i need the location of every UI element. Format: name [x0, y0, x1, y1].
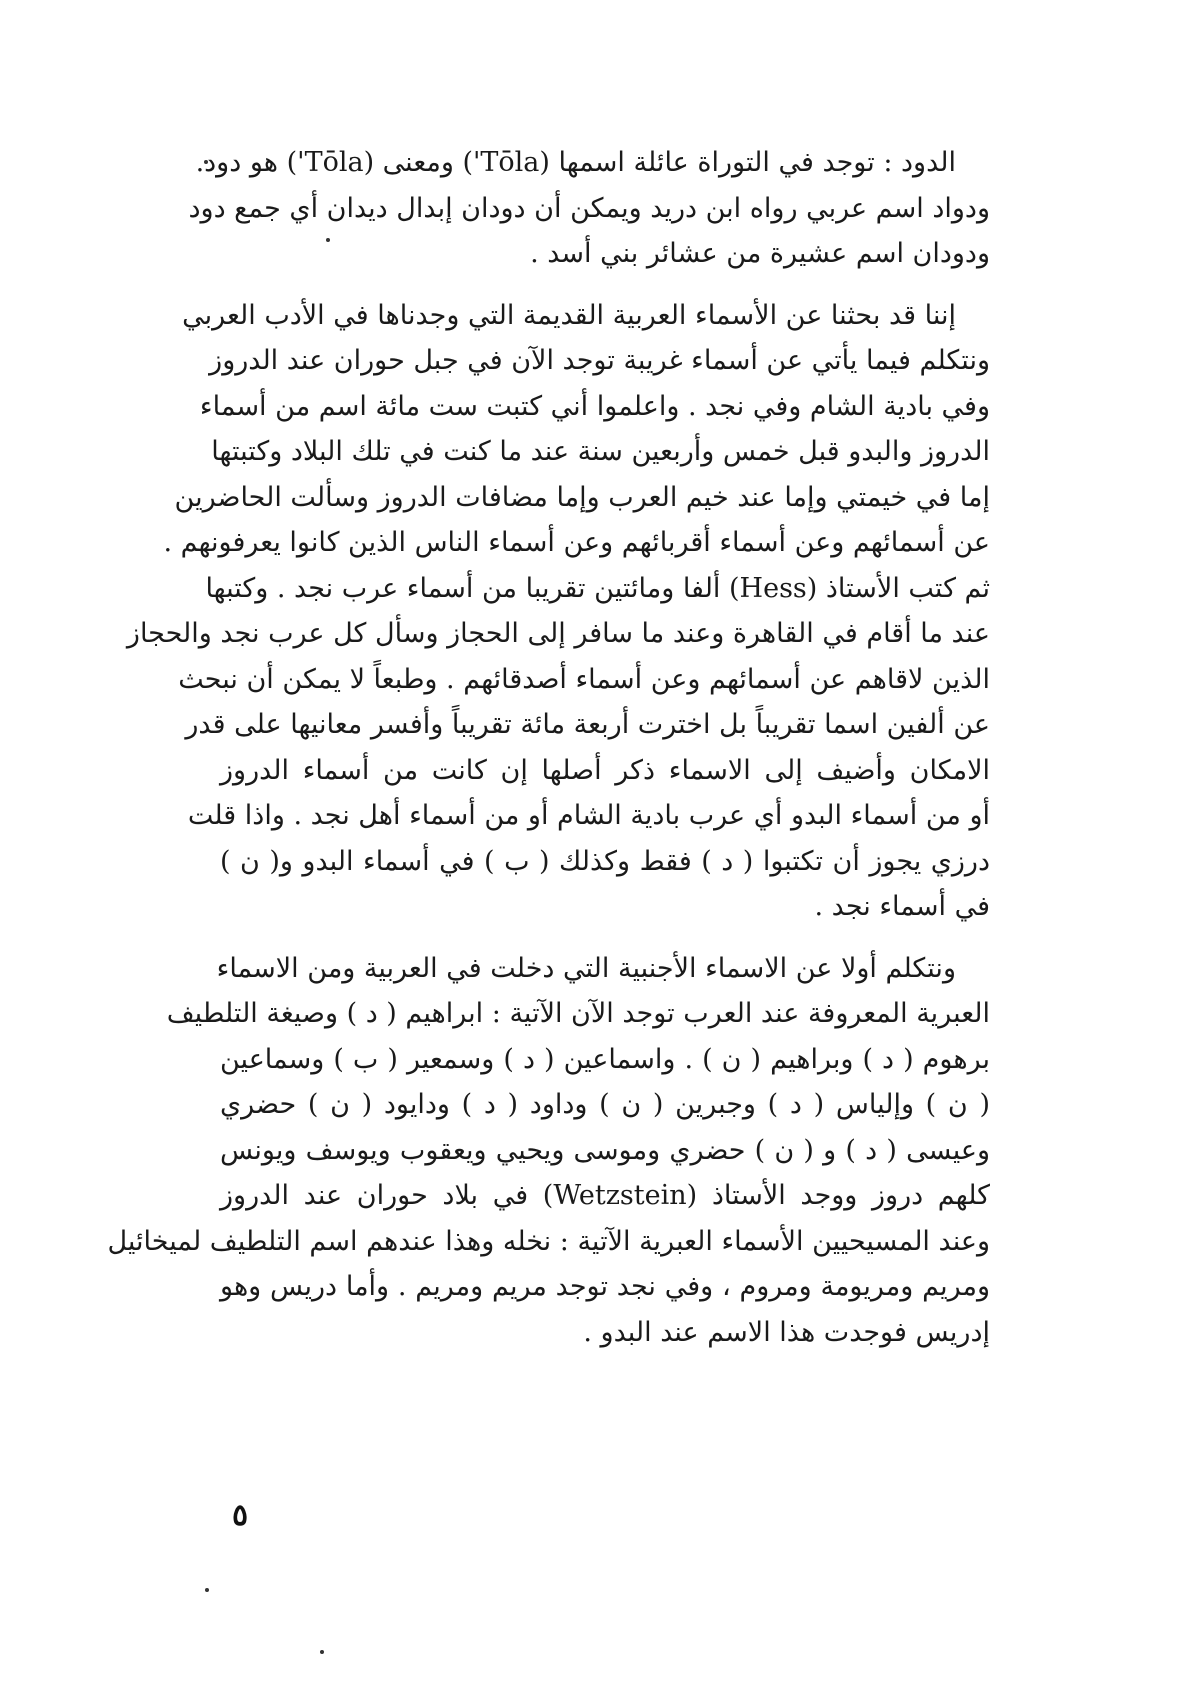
text-line: ثم كتب الأستاذ (Hess) ألفا ومائتين تقريبا من أسماء عرب نجد . وكتبها	[205, 572, 990, 604]
text-line: ومريم ومريومة ومروم ، وفي نجد توجد مريم ومريم . وأما دريس وهو	[220, 1271, 990, 1302]
text-line: في أسماء نجد .	[814, 891, 990, 922]
page-number: ٥	[232, 1498, 249, 1533]
text-line: إما في خيمتي وإما عند خيم العرب وإما مضافات الدروز وسألت الحاضرين	[174, 481, 990, 513]
text-line: درزي يجوز أن تكتبوا ( د ) فقط وكذلك ( ب ) في أسماء البدو و( ن )	[220, 845, 990, 877]
text-line: وفي بادية الشام وفي نجد . واعلموا أني كتبت ست مائة اسم من أسماء	[199, 390, 990, 422]
body-text	[107, 140, 990, 1355]
text-line: أو من أسماء البدو أي عرب بادية الشام أو من أسماء أهل نجد . واذا قلت	[187, 800, 990, 831]
text-line: الدروز والبدو قبل خمس وأربعين سنة عند ما كنت في تلك البلاد وكتبتها	[211, 436, 990, 467]
text-line: عند ما أقام في القاهرة وعند ما سافر إلى الحجاز وسأل كل عرب نجد والحجاز	[126, 618, 990, 649]
text-line: ونتكلم فيما يأتي عن أسماء غريبة توجد الآن في جبل حوران عند الدروز	[209, 345, 990, 376]
paragraph	[107, 946, 990, 1356]
text-line: ودواد اسم عربي رواه ابن دريد ويمكن أن دودان إبدال ديدان أي جمع دود	[188, 192, 990, 224]
text-line: عن أسمائهم وعن أسماء أقربائهم وعن أسماء الناس الذين كانوا يعرفونهم .	[163, 527, 990, 558]
text-line: ( ن ) وإلياس ( د ) وجبرين ( ن ) وداود ( د ) ودايود ( ن ) حضري	[220, 1089, 990, 1120]
paragraph	[188, 140, 990, 277]
text-line: ودودان اسم عشيرة من عشائر بني أسد .	[530, 238, 990, 269]
text-line: عن ألفين اسما تقريباً بل اخترت أربعة مائة تقريباً وأفسر معانيها على قدر	[185, 709, 990, 740]
text-line: إننا قد بحثنا عن الأسماء العربية القديمة التي وجدناها في الأدب العربي	[182, 299, 956, 331]
text-line: الدود : توجد في التوراة عائلة اسمها (Tōla') ومعنى (Tōla') هو دود.	[195, 147, 956, 178]
scan-speck	[320, 1650, 324, 1654]
text-line: برهوم ( د ) وبراهيم ( ن ) . واسماعين ( د ) وسمعير ( ب ) وسماعين	[220, 1043, 990, 1075]
scan-speck	[205, 1588, 209, 1592]
text-line: الذين لاقاهم عن أسمائهم وعن أسماء أصدقائهم . وطبعاً لا يمكن أن نبحث	[178, 663, 990, 695]
text-line: كلهم دروز ووجد الأستاذ (Wetzstein) في بلاد حوران عند الدروز	[220, 1180, 990, 1211]
paragraph	[126, 293, 990, 930]
text-line: وعند المسيحيين الأسماء العبرية الآتية : نخله وهذا عندهم اسم التلطيف لميخائيل	[107, 1225, 990, 1257]
text-line: وعيسى ( د ) و ( ن ) حضري وموسى ويحيي ويعقوب ويوسف ويونس	[220, 1134, 990, 1166]
text-line: العبرية المعروفة عند العرب توجد الآن الآتية : ابراهيم ( د ) وصيغة التلطيف	[166, 998, 990, 1029]
text-line: الامكان وأضيف إلى الاسماء ذكر أصلها إن كانت من أسماء الدروز	[220, 754, 990, 786]
text-line: ونتكلم أولا عن الاسماء الأجنبية التي دخلت في العربية ومن الاسماء	[216, 952, 956, 984]
text-line: إدريس فوجدت هذا الاسم عند البدو .	[583, 1316, 990, 1348]
